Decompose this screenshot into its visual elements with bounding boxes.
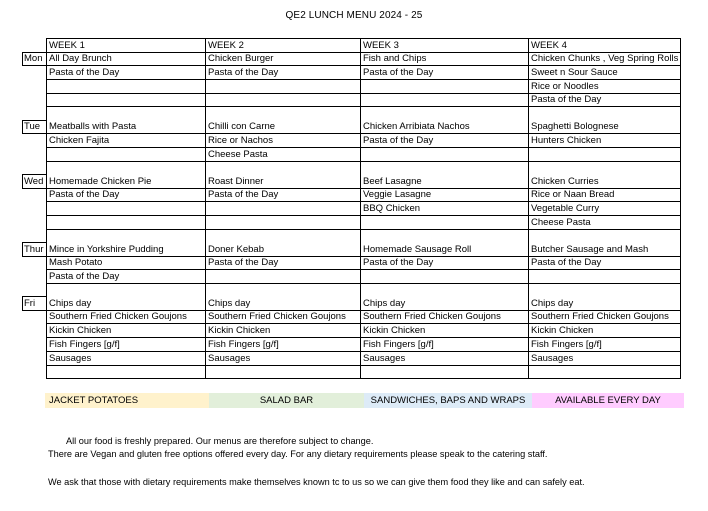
menu-row bbox=[23, 134, 681, 148]
spacer-cell bbox=[47, 283, 206, 296]
menu-row bbox=[23, 270, 681, 284]
menu-item bbox=[529, 270, 681, 284]
spacer-row bbox=[23, 161, 681, 174]
menu-item: Rice or Naan Bread bbox=[529, 188, 681, 202]
menu-item: Mince in Yorkshire Pudding bbox=[47, 242, 206, 256]
menu-row bbox=[23, 148, 681, 162]
menu-item: Sausages bbox=[361, 351, 529, 365]
menu-item bbox=[47, 215, 206, 229]
week-header: WEEK 4 bbox=[529, 39, 681, 53]
menu-item: Meatballs with Pasta bbox=[47, 120, 206, 134]
menu-item: Southern Fried Chicken Goujons bbox=[361, 310, 529, 324]
day-cell-empty bbox=[23, 134, 47, 148]
spacer-cell bbox=[529, 161, 681, 174]
menu-row bbox=[23, 215, 681, 229]
day-cell-empty bbox=[23, 365, 47, 379]
spacer-cell bbox=[23, 107, 47, 120]
day-cell-empty bbox=[23, 338, 47, 352]
menu-row bbox=[23, 338, 681, 352]
menu-item: Pasta of the Day bbox=[206, 188, 361, 202]
menu-item: Hunters Chicken bbox=[529, 134, 681, 148]
menu-row bbox=[23, 297, 681, 311]
menu-item: Chips day bbox=[47, 297, 206, 311]
note-dietary-options: There are Vegan and gluten free options offered every day. For any dietary requirements please speak to the catering staff. bbox=[48, 449, 548, 459]
menu-item: Homemade Sausage Roll bbox=[361, 242, 529, 256]
menu-item: Beef Lasagne bbox=[361, 174, 529, 188]
legend-salad-bar: SALAD BAR bbox=[209, 393, 364, 408]
menu-item bbox=[361, 365, 529, 379]
day-cell-empty bbox=[23, 270, 47, 284]
menu-row bbox=[23, 324, 681, 338]
menu-item bbox=[47, 365, 206, 379]
spacer-cell bbox=[23, 283, 47, 296]
menu-item: Chicken Arribiata Nachos bbox=[361, 120, 529, 134]
menu-item bbox=[361, 215, 529, 229]
day-cell-empty bbox=[23, 256, 47, 270]
menu-item bbox=[529, 365, 681, 379]
menu-item bbox=[47, 93, 206, 107]
menu-item: Mash Potato bbox=[47, 256, 206, 270]
menu-item bbox=[206, 80, 361, 94]
spacer-cell bbox=[529, 107, 681, 120]
menu-item bbox=[529, 148, 681, 162]
note-dietary-requirements: We ask that those with dietary requirements make themselves known tc to us so we can give them food they like and can safely eat. bbox=[48, 477, 585, 487]
menu-table-body bbox=[23, 39, 681, 379]
menu-item: Chicken Burger bbox=[206, 52, 361, 66]
day-label: Thur bbox=[23, 242, 47, 256]
spacer-cell bbox=[361, 229, 529, 242]
menu-item: Doner Kebab bbox=[206, 242, 361, 256]
day-cell-empty bbox=[23, 148, 47, 162]
day-label: Wed bbox=[23, 174, 47, 188]
menu-row bbox=[23, 188, 681, 202]
week-header-row bbox=[23, 39, 681, 53]
menu-item: Pasta of the Day bbox=[529, 93, 681, 107]
menu-item bbox=[47, 202, 206, 216]
menu-item: Southern Fried Chicken Goujons bbox=[47, 310, 206, 324]
menu-item: Sausages bbox=[529, 351, 681, 365]
menu-row bbox=[23, 202, 681, 216]
day-cell-empty bbox=[23, 310, 47, 324]
menu-row bbox=[23, 365, 681, 379]
menu-item: Pasta of the Day bbox=[206, 66, 361, 80]
menu-item: Chicken Fajita bbox=[47, 134, 206, 148]
menu-item: Pasta of the Day bbox=[206, 256, 361, 270]
spacer-cell bbox=[529, 229, 681, 242]
menu-item: Chips day bbox=[206, 297, 361, 311]
menu-item: Homemade Chicken Pie bbox=[47, 174, 206, 188]
menu-item: Fish and Chips bbox=[361, 52, 529, 66]
menu-row bbox=[23, 174, 681, 188]
menu-item: Pasta of the Day bbox=[361, 134, 529, 148]
menu-row bbox=[23, 80, 681, 94]
menu-item: Kickin Chicken bbox=[361, 324, 529, 338]
menu-item: Pasta of the Day bbox=[361, 256, 529, 270]
menu-row bbox=[23, 93, 681, 107]
menu-item: Fish Fingers [g/f] bbox=[361, 338, 529, 352]
spacer-cell bbox=[361, 107, 529, 120]
menu-item bbox=[206, 202, 361, 216]
menu-item: Pasta of the Day bbox=[47, 188, 206, 202]
menu-item: Fish Fingers [g/f] bbox=[529, 338, 681, 352]
day-cell-empty bbox=[23, 351, 47, 365]
day-cell-empty bbox=[23, 93, 47, 107]
spacer-cell bbox=[206, 161, 361, 174]
day-label: Mon bbox=[23, 52, 47, 66]
menu-item: Southern Fried Chicken Goujons bbox=[529, 310, 681, 324]
spacer-cell bbox=[47, 229, 206, 242]
day-cell-empty bbox=[23, 188, 47, 202]
menu-item: Kickin Chicken bbox=[529, 324, 681, 338]
menu-item: BBQ Chicken bbox=[361, 202, 529, 216]
menu-item: Sausages bbox=[47, 351, 206, 365]
spacer-cell bbox=[361, 283, 529, 296]
menu-row bbox=[23, 66, 681, 80]
menu-item bbox=[206, 365, 361, 379]
week-header: WEEK 1 bbox=[47, 39, 206, 53]
legend-bar bbox=[45, 393, 684, 408]
menu-item: Southern Fried Chicken Goujons bbox=[206, 310, 361, 324]
spacer-cell bbox=[47, 107, 206, 120]
menu-item bbox=[361, 270, 529, 284]
menu-item: Butcher Sausage and Mash bbox=[529, 242, 681, 256]
spacer-cell bbox=[206, 283, 361, 296]
menu-item: Pasta of the Day bbox=[361, 66, 529, 80]
menu-row bbox=[23, 242, 681, 256]
menu-row bbox=[23, 256, 681, 270]
day-cell-empty bbox=[23, 66, 47, 80]
menu-item: Pasta of the Day bbox=[529, 256, 681, 270]
menu-item: Rice or Nachos bbox=[206, 134, 361, 148]
day-label: Fri bbox=[23, 297, 47, 311]
menu-item: Roast Dinner bbox=[206, 174, 361, 188]
menu-item bbox=[47, 148, 206, 162]
spacer-cell bbox=[23, 161, 47, 174]
menu-item: Chilli con Carne bbox=[206, 120, 361, 134]
note-fresh-food: All our food is freshly prepared. Our menus are therefore subject to change. bbox=[66, 436, 374, 446]
menu-item: Sweet n Sour Sauce bbox=[529, 66, 681, 80]
menu-item bbox=[206, 270, 361, 284]
page-title: QE2 LUNCH MENU 2024 - 25 bbox=[285, 10, 423, 21]
menu-item: Fish Fingers [g/f] bbox=[206, 338, 361, 352]
menu-item bbox=[361, 93, 529, 107]
menu-item: Kickin Chicken bbox=[47, 324, 206, 338]
spacer-cell bbox=[206, 229, 361, 242]
menu-item: Chips day bbox=[529, 297, 681, 311]
menu-item: Pasta of the Day bbox=[47, 66, 206, 80]
menu-item: Sausages bbox=[206, 351, 361, 365]
menu-item: Chicken Chunks , Veg Spring Rolls bbox=[529, 52, 681, 66]
menu-item: Veggie Lasagne bbox=[361, 188, 529, 202]
menu-item bbox=[206, 93, 361, 107]
menu-item bbox=[361, 80, 529, 94]
menu-item: Chips day bbox=[361, 297, 529, 311]
legend-jacket-potatoes: JACKET POTATOES bbox=[45, 393, 209, 408]
menu-item bbox=[47, 80, 206, 94]
menu-row bbox=[23, 351, 681, 365]
week-header: WEEK 3 bbox=[361, 39, 529, 53]
day-cell-empty bbox=[23, 80, 47, 94]
day-cell-empty bbox=[23, 215, 47, 229]
menu-row bbox=[23, 310, 681, 324]
day-label: Tue bbox=[23, 120, 47, 134]
day-cell-empty bbox=[23, 202, 47, 216]
menu-table bbox=[22, 38, 681, 379]
menu-item: Fish Fingers [g/f] bbox=[47, 338, 206, 352]
day-cell-empty bbox=[23, 324, 47, 338]
menu-item bbox=[206, 215, 361, 229]
legend-available-every-day: AVAILABLE EVERY DAY bbox=[532, 393, 684, 408]
spacer-row bbox=[23, 107, 681, 120]
legend-sandwiches: SANDWICHES, BAPS AND WRAPS bbox=[364, 393, 532, 408]
menu-item: Spaghetti Bolognese bbox=[529, 120, 681, 134]
week-header: WEEK 2 bbox=[206, 39, 361, 53]
spacer-cell bbox=[361, 161, 529, 174]
spacer-cell bbox=[47, 161, 206, 174]
spacer-row bbox=[23, 283, 681, 296]
menu-item: Pasta of the Day bbox=[47, 270, 206, 284]
menu-item bbox=[361, 148, 529, 162]
menu-item: Cheese Pasta bbox=[529, 215, 681, 229]
spacer-cell bbox=[529, 283, 681, 296]
menu-item: Chicken Curries bbox=[529, 174, 681, 188]
spacer-cell bbox=[23, 229, 47, 242]
menu-row bbox=[23, 52, 681, 66]
spacer-row bbox=[23, 229, 681, 242]
corner-cell bbox=[23, 39, 47, 53]
menu-item: Vegetable Curry bbox=[529, 202, 681, 216]
menu-item: All Day Brunch bbox=[47, 52, 206, 66]
spacer-cell bbox=[206, 107, 361, 120]
menu-item: Cheese Pasta bbox=[206, 148, 361, 162]
menu-item: Kickin Chicken bbox=[206, 324, 361, 338]
menu-row bbox=[23, 120, 681, 134]
menu-item: Rice or Noodles bbox=[529, 80, 681, 94]
